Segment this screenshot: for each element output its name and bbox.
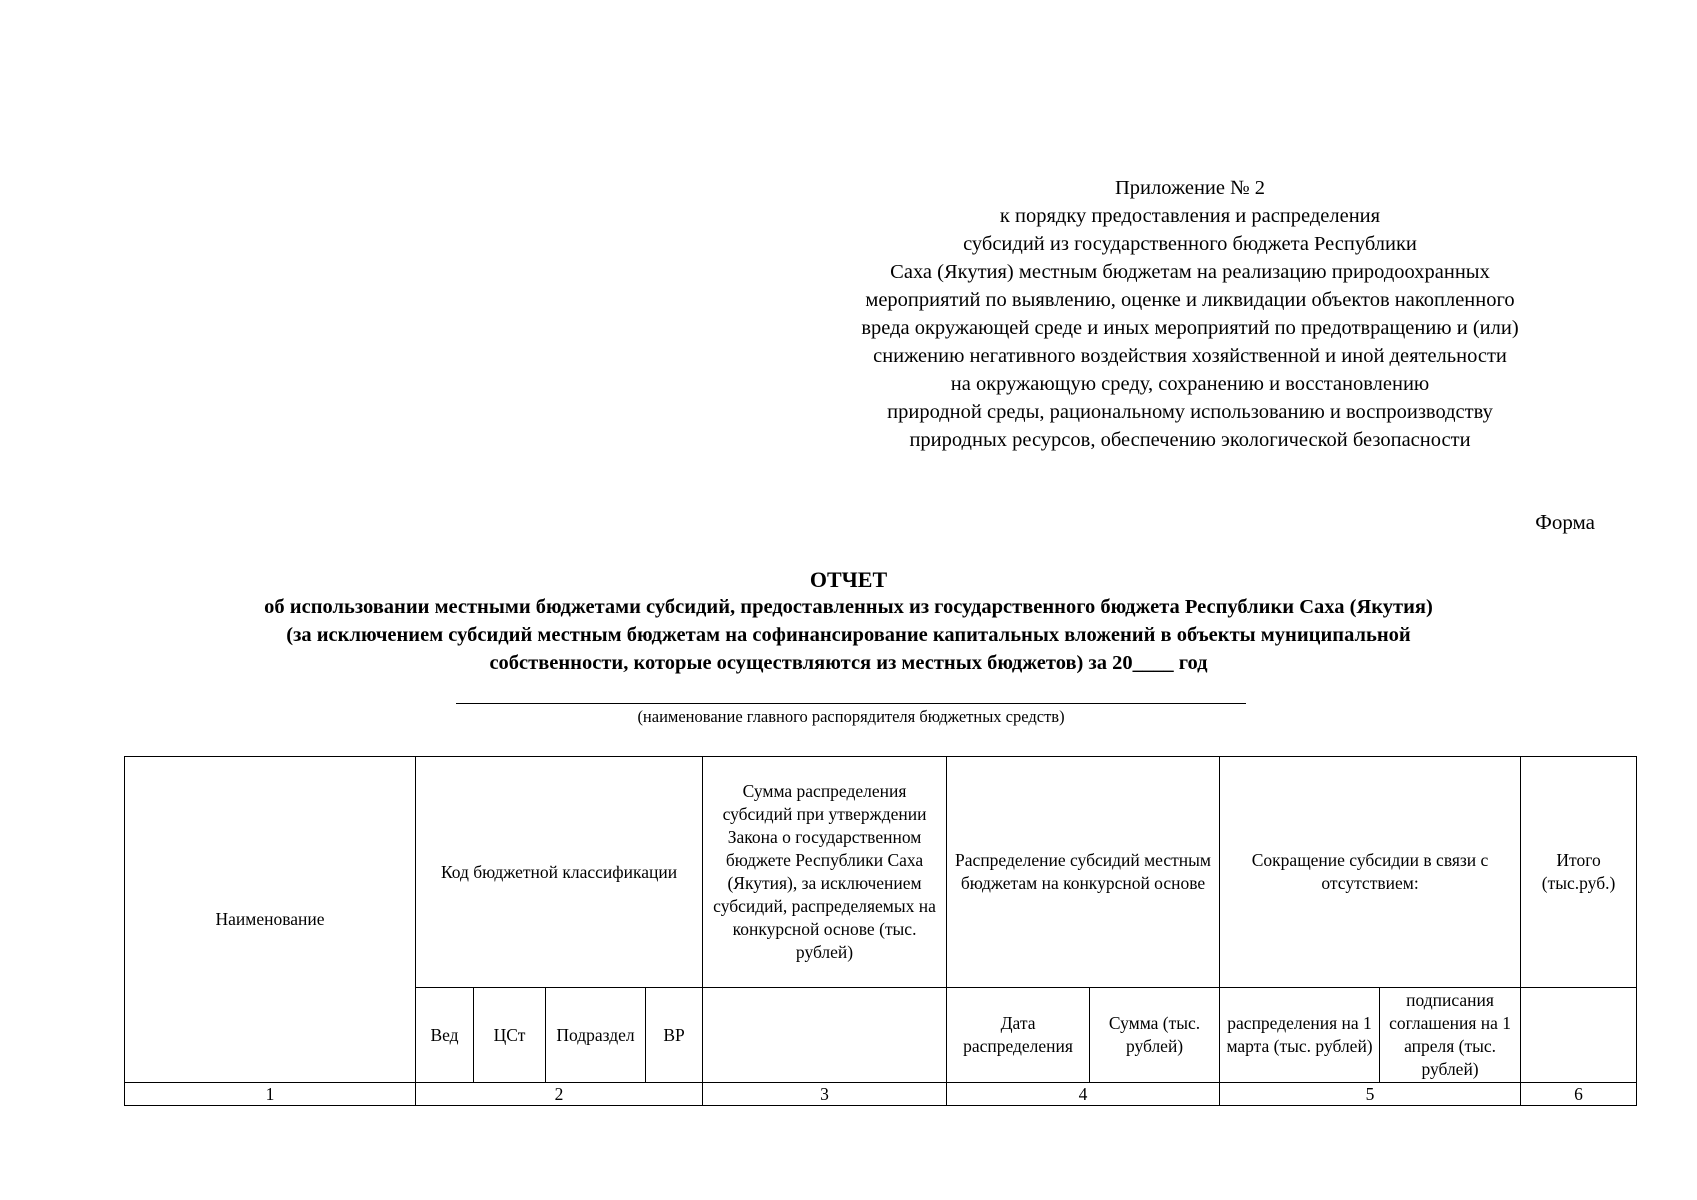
column-number: 6 bbox=[1521, 1083, 1637, 1106]
appendix-title: Приложение № 2 bbox=[1114, 177, 1266, 199]
subheader-april: подписания соглашения на 1 апреля (тыс. рублей) bbox=[1380, 988, 1521, 1083]
header-total: Итого (тыс.руб.) bbox=[1521, 757, 1637, 988]
fill-in-line bbox=[456, 703, 1246, 704]
subheader-total-empty bbox=[1521, 988, 1637, 1083]
column-number: 5 bbox=[1220, 1083, 1521, 1106]
report-subtitle-line: об использовании местными бюджетами субсидий, предоставленных из государственного бюджета Республики Саха (Якутия) bbox=[264, 596, 1433, 618]
header-name: Наименование bbox=[125, 757, 416, 1083]
column-number: 3 bbox=[703, 1083, 947, 1106]
table-number-row bbox=[125, 1083, 1637, 1106]
subheader-ved: Вед bbox=[416, 988, 474, 1083]
appendix-line: вреда окружающей среде и иных мероприятий по предотвращению и (или) bbox=[861, 317, 1519, 339]
report-subtitle-line: (за исключением субсидий местным бюджетам на софинансирование капитальных вложений в объекты муниципальной bbox=[286, 624, 1411, 646]
subheader-cst: ЦСт bbox=[474, 988, 546, 1083]
appendix-line: субсидий из государственного бюджета Республики bbox=[963, 233, 1417, 255]
subheader-date: Дата распределения bbox=[947, 988, 1090, 1083]
fill-in-caption: (наименование главного распорядителя бюджетных средств) bbox=[637, 707, 1065, 726]
header-reduction: Сокращение субсидии в связи с отсутствием: bbox=[1220, 757, 1521, 988]
subheader-subsection: Подраздел bbox=[546, 988, 646, 1083]
column-number: 2 bbox=[416, 1083, 703, 1106]
column-number: 4 bbox=[947, 1083, 1220, 1106]
appendix-line: природной среды, рациональному использованию и воспроизводству bbox=[887, 401, 1493, 423]
header-sum-distribution: Сумма распределения субсидий при утверждении Закона о государственном бюджете Республики Саха (Якутия), за исключением субсидий, распределяемых на конкурсной основе (тыс. рублей) bbox=[703, 757, 947, 988]
appendix-line: на окружающую среду, сохранению и восстановлению bbox=[950, 373, 1430, 395]
subheader-march: распределения на 1 марта (тыс. рублей) bbox=[1220, 988, 1380, 1083]
appendix-line: Саха (Якутия) местным бюджетам на реализацию природоохранных bbox=[890, 261, 1490, 283]
table-header-row bbox=[125, 757, 1637, 988]
report-title: ОТЧЕТ bbox=[809, 567, 888, 592]
header-competitive-distribution: Распределение субсидий местным бюджетам на конкурсной основе bbox=[947, 757, 1220, 988]
report-subtitle-line: собственности, которые осуществляются из местных бюджетов) за 20____ год bbox=[489, 652, 1208, 674]
report-table bbox=[124, 756, 1637, 1106]
report-subtitle bbox=[60, 593, 1637, 677]
subheader-amount: Сумма (тыс. рублей) bbox=[1090, 988, 1220, 1083]
subheader-vr: ВР bbox=[646, 988, 703, 1083]
column-number: 1 bbox=[125, 1083, 416, 1106]
form-label: Форма bbox=[1535, 510, 1595, 534]
appendix-line: мероприятий по выявлению, оценке и ликвидации объектов накопленного bbox=[865, 289, 1515, 311]
appendix-line: снижению негативного воздействия хозяйственной и иной деятельности bbox=[873, 345, 1507, 367]
subheader-sum-empty bbox=[703, 988, 947, 1083]
appendix-line: к порядку предоставления и распределения bbox=[999, 205, 1381, 227]
appendix-block bbox=[790, 174, 1590, 454]
appendix-line: природных ресурсов, обеспечению экологической безопасности bbox=[909, 429, 1471, 451]
header-budget-code: Код бюджетной классификации bbox=[416, 757, 703, 988]
